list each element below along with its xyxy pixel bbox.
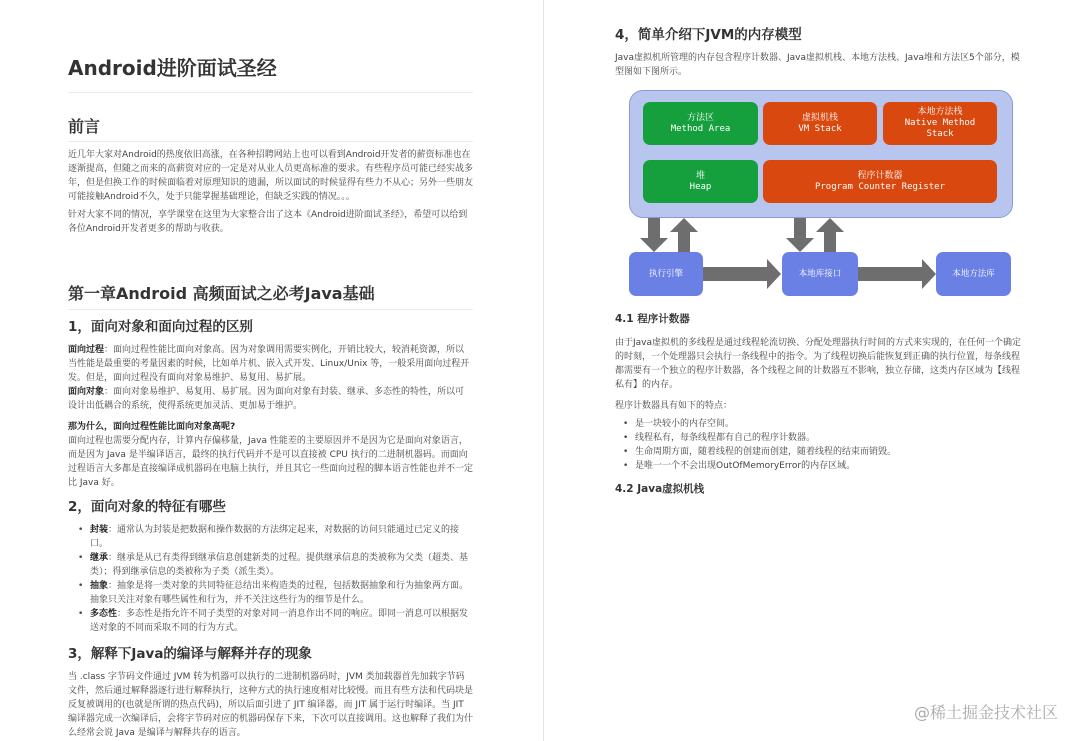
list-item: • 继承：继承是从已有类得到继承信息创建新类的过程。提供继承信息的类被称为父类（超类、基类）；得到继承信息的类被称为子类（派生类）。 [76,551,473,579]
section-4-paragraph: Java虚拟机所管理的内存包含程序计数器、Java虚拟机栈、本地方法栈、Java堆和方法区5个部分，模型图如下图所示。 [615,53,1020,77]
section-4-1 [615,312,1025,496]
section-1-heading: 1，面向对象和面向过程的区别 [68,319,253,335]
list-item: • 封装：通常认为封装是把数据和操作数据的方法绑定起来，对数据的访问只能通过已定义的接口。 [76,523,473,551]
question: 那为什么，面向过程性能比面向对象高呢? [68,422,236,432]
chapter-heading: 第一章Android 高频面试之必考Java基础 [68,284,375,303]
section-3-paragraph: 当 .class 字节码文件通过 JVM 转为机器可以执行的二进制机器码时，JVM 类加载器首先加载字节码文件，然后通过解释器逐行进行解释执行，这种方式的执行速度相对比较慢。而且有些方法和代码块是反复被调用的(也就是所谓的热点代码)，所以后面引进了 JIT 编译器，而 JIT 属于运行时编译。当 JIT 编译器完成一次编译后，会将字节码对应的机器码保存下来，下次可以直接调用。这也解释了我们为什么经常会说 Java 是编译与解释共存的语言。 [68,672,474,738]
native-interface-box: 本地库接口 [782,252,858,296]
section-2-heading: 2，面向对象的特征有哪些 [68,499,226,515]
divider [68,309,473,310]
right-page [543,0,1080,741]
execution-engine-box: 执行引擎 [629,252,703,296]
preface-paragraph-1: 近几年大家对Android的热度依旧高涨，在各种招聘网站上也可以看到Android开发者的薪资标准也在逐渐提高，但随之而来的高薪资对应的一定是对从业人员更高标准的要求。有些程序员可能已经实战多年，但是但换工作的时候面临着对原理知识的遗漏，所以面试的时候显得有些力不从心；另外一些朋友可能接触Android不久，处于只能掌握基础理论，但缺乏实践的情况。。。 [68,150,474,202]
answer: 面向过程也需要分配内存，计算内存偏移量，Java 性能差的主要原因并不是因为它是面向对象语言，而是因为 Java 是半编译语言，最终的执行代码并不是可以直接被 CPU 执行的二进制机器码。而面向过程语言大多都是直接编译成机器码在电脑上执行，并且其它一些面向过程的脚本语言性能也并不一定比 Java 好。 [68,436,474,488]
jvm-memory-diagram [544,0,1080,300]
arrow-right [858,259,936,289]
feature-list [76,523,473,635]
program-counter-box: 程序计数器 Program Counter Register [763,160,997,203]
watermark: @稀土掘金技术社区 [913,703,1058,722]
divider [68,141,473,142]
document-title: Android进阶面试圣经 [68,56,277,80]
paragraph: ：面向过程性能比面向对象高。因为对象调用需要实例化，开销比较大，较消耗资源，所以当性能是最重要的考量因素的时候，比如单片机、嵌入式开发、Linux/Unix 等，一般采用面向过程开发。但是，面向过程没有面向对象易维护、易复用、易扩展。 [68,345,470,383]
method-area-box: 方法区 Method Area [643,102,758,145]
list-item: • 生命周期方面，随着线程的创建而创建，随着线程的结束而销毁。 [621,445,1025,459]
native-method-stack-box: 本地方法栈 Native Method Stack [883,102,997,145]
list-item: • 线程私有，每条线程都有自己的程序计数器。 [621,431,1025,445]
section-4-1-heading: 4.1 程序计数器 [615,313,690,325]
arrow-down [640,218,668,252]
section-4-1-paragraph: 由于Java虚拟机的多线程是通过线程轮流切换、分配处理器执行时间的方式来实现的，在任何一个确定的时刻，一个处理器只会执行一条线程中的指令。为了线程切换后能恢复到正确的执行位置，每条线程都需要有一个独立的程序计数器，各个线程之间的计数器互不影响，独立存储，这类内存区域为【线程私有】的内存。 [615,338,1022,390]
arrow-up [670,218,698,252]
section-4-2-heading: 4.2 Java虚拟机栈 [615,483,705,495]
arrow-down [786,218,814,252]
pc-features-list [621,417,1025,473]
heap-box: 堆 Heap [643,160,758,203]
section-1-text [68,343,473,490]
arrow-right [703,259,781,289]
section-4-1-intro: 程序计数器具有如下的特点： [615,401,733,411]
paragraph: ：面向对象易维护、易复用、易扩展。因为面向对象有封装、继承、多态性的特性，所以可设计出低耦合的系统，使得系统更加灵活、更加易于维护。 [68,387,465,411]
preface-paragraph-2: 针对大家不同的情况，享学课堂在这里为大家整合出了这本《Android进阶面试圣经》，希望可以给到各位Android开发者更多的帮助与收获。 [68,210,468,234]
divider [68,92,473,93]
list-item: • 抽象：抽象是将一类对象的共同特征总结出来构造类的过程，包括数据抽象和行为抽象两方面。抽象只关注对象有哪些属性和行为，并不关注这些行为的细节是什么。 [76,579,473,607]
list-item: • 是唯一一个不会出现OutOfMemoryError的内存区域。 [621,459,1025,473]
vm-stack-box: 虚拟机栈 VM Stack [763,102,877,145]
term-label: 面向对象 [68,387,105,397]
list-item: • 多态性：多态性是指允许不同子类型的对象对同一消息作出不同的响应。即同一消息可以根据发送对象的不同而采取不同的行为方式。 [76,607,473,635]
native-library-box: 本地方法库 [936,252,1011,296]
section-3-heading: 3，解释下Java的编译与解释并存的现象 [68,646,312,662]
section-4-heading: 4，简单介绍下JVM的内存模型 [615,27,802,43]
arrow-up [816,218,844,252]
term-label: 面向过程 [68,345,105,355]
preface-heading: 前言 [68,117,101,136]
list-item: • 是一块较小的内存空间。 [621,417,1025,431]
